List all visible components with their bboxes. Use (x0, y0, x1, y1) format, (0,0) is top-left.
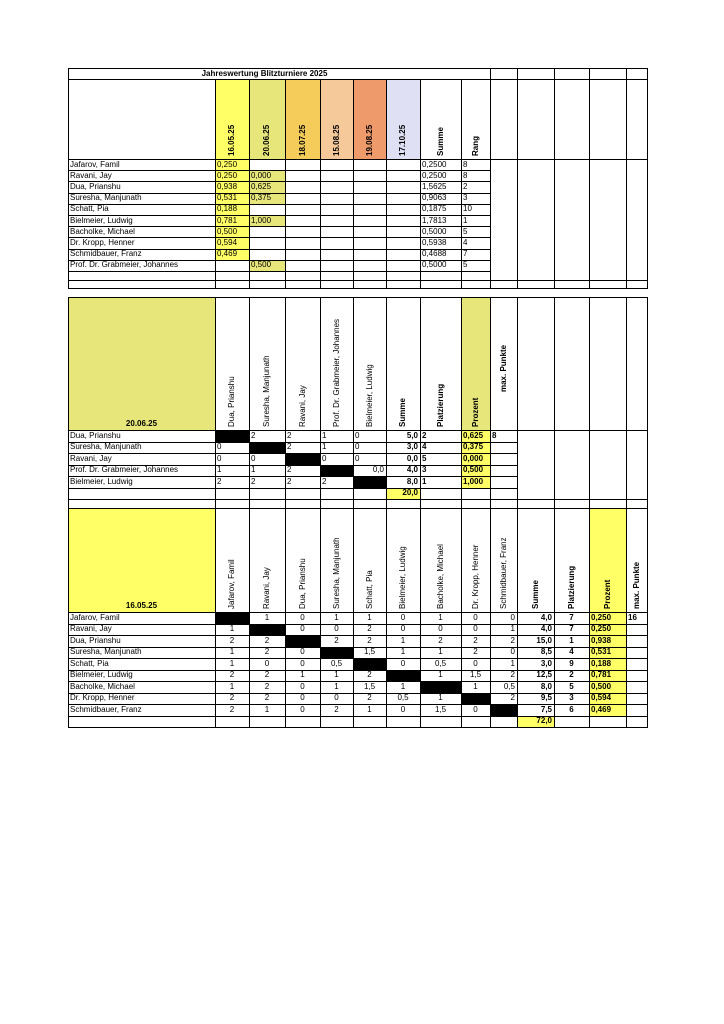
self-match-cell (320, 647, 353, 659)
grid-line (517, 68, 518, 289)
self-match-cell (285, 635, 320, 647)
result-cell: 1 (322, 442, 327, 452)
player-name: Ravani, Jay (70, 624, 112, 634)
grid-line (68, 79, 648, 80)
grid-line (353, 297, 354, 509)
result-cell: 1 (400, 647, 406, 657)
result-cell: 1,5 (363, 681, 376, 691)
sum-cell: 5,0 (406, 430, 418, 440)
result-cell: 1 (438, 647, 443, 657)
rank-cell: 4 (463, 238, 468, 247)
self-match-cell (353, 658, 386, 670)
sum-cell: 0,2500 (422, 159, 447, 169)
rank-header: Rang (470, 136, 480, 156)
place-cell: 1 (569, 635, 574, 645)
rank-cell: 10 (463, 204, 472, 214)
grid-line (461, 508, 462, 728)
grid-line (320, 79, 321, 289)
grid-line (420, 79, 421, 289)
grid-line (353, 508, 354, 728)
sum-cell: 0,9063 (422, 193, 447, 203)
score-cell: 0,625 (251, 182, 272, 191)
player-column-header: Jafarov, Famil (227, 559, 236, 609)
player-column-header: Bacholke, Michael (435, 544, 445, 609)
result-cell: 1 (217, 465, 222, 475)
date-header: 17.10.25 (398, 124, 407, 156)
result-cell: 1,5 (469, 670, 482, 680)
percent-cell: 0,938 (591, 635, 612, 645)
result-cell: 0 (217, 453, 222, 463)
result-cell: 0 (334, 624, 339, 634)
date-header: 19.08.25 (364, 124, 374, 156)
sum-cell: 12,5 (536, 670, 552, 680)
grid-line (68, 68, 69, 289)
result-cell: 1 (438, 670, 443, 680)
player-name: Bacholke, Michael (70, 226, 135, 236)
player-column-header: Ravani, Jay (297, 385, 307, 427)
result-cell: 0,5 (330, 658, 343, 668)
place-cell: 3 (569, 693, 574, 703)
result-cell: 2 (510, 635, 515, 645)
result-cell: 0 (400, 658, 406, 668)
sheet-title: Jahreswertung Blitzturniere 2025 (201, 69, 328, 78)
sum-cell: 0,2500 (422, 170, 447, 180)
percent-header: Prozent (602, 579, 612, 609)
place-cell: 7 (569, 624, 574, 634)
result-cell: 1 (400, 635, 406, 645)
result-cell: 0 (300, 612, 305, 622)
percent-cell: 1,000 (463, 476, 484, 486)
sum-cell: 0,5000 (422, 226, 447, 236)
max-points-value: 8 (492, 430, 497, 440)
place-cell: 4 (569, 647, 574, 657)
rank-cell: 7 (463, 249, 468, 259)
tournament-date: 16.05.25 (125, 601, 158, 610)
result-cell: 2 (287, 476, 292, 486)
rank-cell: 8 (463, 170, 468, 180)
result-cell: 2 (264, 670, 270, 680)
rank-cell: 3 (463, 193, 468, 203)
player-name: Jafarov, Famil (70, 159, 120, 169)
percent-cell: 0,469 (591, 704, 612, 714)
sum-cell: 1,7813 (422, 215, 447, 225)
self-match-cell (249, 442, 285, 454)
date-header: 15.08.25 (331, 124, 341, 156)
self-match-cell (285, 453, 320, 465)
result-cell: 0,5 (434, 658, 447, 668)
result-cell: 2 (367, 693, 372, 703)
max-points-header: max. Punkte (498, 344, 508, 392)
result-cell: 0,5 (397, 693, 409, 703)
grid-line (517, 297, 518, 509)
result-cell: 1 (510, 624, 515, 634)
self-match-cell (386, 670, 420, 682)
sum-cell: 3,0 (406, 442, 418, 452)
player-column-header: Bielmeier, Ludwig (398, 546, 407, 609)
place-cell: 2 (422, 430, 427, 440)
result-cell: 0 (300, 704, 305, 714)
result-cell: 2 (229, 704, 235, 714)
player-name: Dua, Prianshu (70, 635, 121, 645)
self-match-cell (353, 476, 386, 488)
grid-line (285, 297, 286, 509)
result-cell: 2 (334, 635, 339, 645)
result-cell: 2 (251, 430, 256, 440)
percent-cell: 0,531 (591, 647, 612, 657)
result-cell: 2 (251, 476, 256, 486)
grid-line (386, 508, 387, 728)
sum-cell: 0,5938 (422, 238, 447, 247)
rank-cell: 2 (463, 182, 468, 191)
result-cell: 2 (217, 476, 222, 486)
rank-cell: 8 (463, 159, 468, 169)
grid-line (68, 280, 648, 281)
grid-line (626, 68, 627, 289)
result-cell: 0 (264, 658, 270, 668)
sum-header: Summe (530, 580, 540, 609)
result-cell: 0 (355, 453, 360, 463)
rank-cell: 5 (463, 226, 468, 236)
result-cell: 0 (400, 612, 406, 622)
result-cell: 0 (300, 658, 305, 668)
player-name: Ravani, Jay (70, 453, 112, 463)
result-cell: 1 (510, 658, 515, 668)
sum-header: Summe (435, 127, 445, 156)
result-cell: 1,5 (434, 704, 447, 714)
result-cell: 2 (473, 647, 478, 657)
result-cell: 2 (287, 465, 292, 475)
sum-cell: 8,5 (540, 647, 552, 657)
result-cell: 0 (355, 430, 360, 440)
place-header: Platzierung (566, 565, 576, 609)
self-match-cell (490, 704, 517, 716)
result-cell: 0 (251, 453, 256, 463)
player-column-header: Dr. Kropp, Henner (470, 544, 480, 609)
result-cell: 1 (400, 681, 406, 691)
sum-cell: 8,0 (540, 681, 552, 691)
grid-line (68, 297, 648, 298)
grid-line (490, 297, 491, 509)
self-match-cell (461, 693, 490, 705)
result-cell: 2 (334, 704, 339, 714)
grid-line (386, 79, 387, 289)
result-cell: 2 (367, 624, 372, 634)
place-cell: 1 (422, 476, 427, 486)
player-name: Schmidbauer, Franz (70, 249, 142, 259)
result-cell: 2 (322, 476, 327, 486)
total-sum: 20,0 (402, 488, 418, 497)
percent-cell: 0,250 (591, 624, 612, 634)
result-cell: 1 (334, 612, 339, 622)
sum-cell: 9,5 (540, 693, 552, 703)
grid-line (68, 297, 69, 509)
rank-cell: 5 (463, 260, 468, 270)
date-label-fill (68, 297, 215, 430)
player-column-header: Prof. Dr. Grabmeier, Johannes (331, 318, 341, 427)
result-cell: 0 (473, 658, 478, 668)
result-cell: 2 (229, 693, 235, 703)
player-name: Bielmeier, Ludwig (70, 476, 133, 486)
result-cell: 2 (287, 442, 292, 452)
result-cell: 1 (229, 624, 235, 634)
result-cell: 0 (473, 704, 478, 714)
percent-cell: 0,500 (591, 681, 612, 691)
result-cell: 0 (438, 624, 443, 634)
player-name: Schatt, Pia (70, 658, 109, 668)
place-cell: 5 (569, 681, 574, 691)
grid-line (68, 288, 648, 289)
result-cell: 0 (322, 453, 327, 463)
percent-cell: 0,250 (591, 612, 612, 622)
result-cell: 2 (264, 647, 270, 657)
grid-line (68, 499, 648, 500)
grid-line (420, 297, 421, 509)
score-cell: 1,000 (251, 215, 272, 225)
place-cell: 3 (422, 465, 427, 475)
result-cell: 0 (217, 442, 222, 452)
grid-line (647, 68, 648, 289)
player-name: Bacholke, Michael (70, 681, 135, 691)
sum-cell: 3,0 (540, 658, 552, 668)
percent-cell: 0,594 (591, 693, 612, 703)
result-cell: 1 (438, 612, 443, 622)
result-cell: 2 (287, 430, 292, 440)
date-label-fill (68, 508, 215, 613)
percent-cell: 0,375 (463, 442, 484, 452)
self-match-cell (249, 624, 285, 636)
place-cell: 9 (569, 658, 574, 668)
sum-cell: 7,5 (540, 704, 552, 714)
score-cell: 0,594 (217, 238, 238, 247)
grid-line (320, 508, 321, 728)
score-cell: 0,250 (217, 159, 238, 169)
result-cell: 2 (510, 670, 515, 680)
result-cell: 2 (438, 635, 443, 645)
date-header: 16.05.25 (227, 124, 236, 156)
score-cell: 0,250 (217, 170, 238, 180)
grid-line (68, 508, 69, 728)
sum-cell: 0,0 (406, 453, 418, 463)
result-cell: 2 (264, 693, 270, 703)
sum-cell: 0,5000 (422, 260, 447, 270)
percent-cell: 0,188 (591, 658, 612, 668)
player-name: Suresha, Manjunath (70, 193, 142, 203)
result-cell: 1 (300, 670, 305, 680)
player-name: Dua, Prianshu (70, 430, 121, 440)
result-cell: 1 (229, 681, 235, 691)
result-cell: 1 (367, 612, 372, 622)
result-cell: 0 (300, 624, 305, 634)
grid-line (68, 727, 648, 728)
max-points-value: 16 (628, 612, 637, 622)
grid-line (554, 508, 555, 728)
grid-line (626, 508, 627, 728)
player-name: Bielmeier, Ludwig (70, 670, 133, 680)
grid-line (490, 508, 491, 728)
tournament-date: 20.06.25 (125, 419, 158, 428)
grid-line (490, 68, 491, 289)
result-cell: 2 (229, 670, 235, 680)
sum-cell: 4,0 (406, 465, 418, 475)
sum-cell: 8,0 (406, 476, 418, 486)
score-cell: 0,188 (217, 204, 238, 214)
score-cell: 0,781 (217, 215, 238, 225)
grid-line (353, 79, 354, 289)
place-cell: 7 (569, 612, 574, 622)
result-cell: 0 (473, 624, 478, 634)
grid-line (626, 297, 627, 509)
player-name: Jafarov, Famil (70, 612, 120, 622)
player-name: Suresha, Manjunath (70, 442, 142, 452)
self-match-cell (420, 681, 461, 693)
grid-line (589, 508, 590, 728)
percent-cell: 0,625 (463, 430, 484, 440)
sum-cell: 4,0 (540, 624, 552, 634)
grid-line (68, 488, 518, 489)
place-cell: 6 (569, 704, 574, 714)
result-cell: 1 (334, 681, 339, 691)
player-name: Prof. Dr. Grabmeier, Johannes (70, 260, 179, 270)
result-cell: 1 (322, 430, 327, 440)
grid-line (647, 508, 648, 728)
result-cell: 0 (334, 693, 339, 703)
sum-cell: 0,1875 (422, 204, 447, 214)
player-name: Bielmeier, Ludwig (70, 215, 133, 225)
result-cell: 0 (300, 647, 305, 657)
result-cell: 0,5 (503, 681, 515, 691)
grid-line (386, 297, 387, 509)
grid-line (554, 68, 555, 289)
date-header: 18.07.25 (297, 124, 307, 156)
grid-line (554, 297, 555, 509)
player-name: Suresha, Manjunath (70, 647, 142, 657)
result-cell: 1 (229, 658, 235, 668)
score-cell: 0,938 (217, 182, 238, 191)
result-cell: 0 (300, 693, 305, 703)
result-cell: 0 (355, 442, 360, 452)
result-cell: 1 (229, 647, 235, 657)
grid-line (285, 508, 286, 728)
player-column-header: Ravani, Jay (262, 567, 271, 609)
result-cell: 2 (473, 635, 478, 645)
sum-cell: 4,0 (540, 612, 552, 622)
sum-cell: 1,5625 (422, 182, 447, 191)
sum-cell: 15,0 (536, 635, 552, 645)
grid-line (320, 297, 321, 509)
result-cell: 0 (473, 612, 478, 622)
score-cell: 0,375 (251, 193, 272, 203)
percent-cell: 0,500 (463, 465, 484, 475)
sum-header: Summe (398, 398, 407, 427)
result-cell: 1 (334, 670, 339, 680)
result-cell: 1 (264, 704, 270, 714)
player-name: Ravani, Jay (70, 170, 112, 180)
place-cell: 2 (569, 670, 574, 680)
score-cell: 0,500 (217, 226, 238, 236)
grid-line (68, 716, 648, 717)
player-column-header: Suresha, Manjunath (262, 355, 271, 427)
percent-cell: 0,000 (463, 453, 484, 463)
result-cell: 2 (229, 635, 235, 645)
score-cell: 0,500 (251, 260, 272, 270)
score-cell: 0,469 (217, 249, 238, 259)
result-cell: 0 (510, 612, 515, 622)
result-cell: 2 (367, 635, 372, 645)
player-column-header: Dua, Prianshu (297, 558, 307, 609)
grid-line (68, 508, 648, 509)
result-cell: 2 (367, 670, 372, 680)
player-column-header: Schatt, Pia (364, 570, 374, 609)
grid-line (461, 297, 462, 509)
grid-line (68, 271, 491, 272)
grid-line (589, 297, 590, 509)
result-cell: 2 (264, 635, 270, 645)
result-cell: 1 (367, 704, 372, 714)
grid-line (420, 508, 421, 728)
total-sum: 72,0 (536, 716, 552, 725)
player-name: Schmidbauer, Franz (70, 704, 142, 714)
result-cell: 1 (473, 681, 478, 691)
player-name: Prof. Dr. Grabmeier, Johannes (70, 465, 179, 475)
grid-line (461, 79, 462, 289)
place-header: Platzierung (435, 383, 445, 427)
result-cell: 2 (510, 693, 515, 703)
place-cell: 4 (422, 442, 427, 452)
result-cell: 1,5 (363, 647, 376, 657)
result-cell: 1 (251, 465, 256, 475)
grid-line (285, 79, 286, 289)
max-points-header: max. Punkte (631, 561, 641, 609)
self-match-cell (320, 465, 353, 477)
result-cell: 0 (300, 681, 305, 691)
grid-line (647, 297, 648, 509)
result-cell: 0,0 (372, 465, 384, 475)
result-cell: 1 (264, 612, 270, 622)
result-cell: 0 (510, 647, 515, 657)
grid-line (589, 68, 590, 289)
result-cell: 2 (264, 681, 270, 691)
score-cell: 0,000 (251, 170, 272, 180)
score-cell: 0,531 (217, 193, 238, 203)
player-name: Schatt, Pia (70, 204, 109, 214)
player-column-header: Bielmeier, Ludwig (364, 364, 374, 427)
player-column-header: Schmidbauer, Franz (498, 537, 508, 609)
date-header: 20.06.25 (262, 124, 271, 156)
rank-cell: 1 (463, 215, 468, 225)
player-name: Dua, Prianshu (70, 182, 121, 191)
sum-cell: 0,4688 (422, 249, 447, 259)
player-name: Dr. Kropp, Henner (70, 693, 135, 703)
result-cell: 1 (438, 693, 443, 703)
result-cell: 0 (400, 624, 406, 634)
grid-line (517, 508, 518, 728)
player-column-header: Suresha, Manjunath (331, 537, 341, 609)
percent-header: Prozent (470, 397, 480, 427)
percent-cell: 0,781 (591, 670, 612, 680)
player-column-header: Dua, Prianshu (227, 376, 236, 427)
result-cell: 0 (400, 704, 406, 714)
player-name: Dr. Kropp, Henner (70, 238, 135, 247)
place-cell: 5 (422, 453, 427, 463)
